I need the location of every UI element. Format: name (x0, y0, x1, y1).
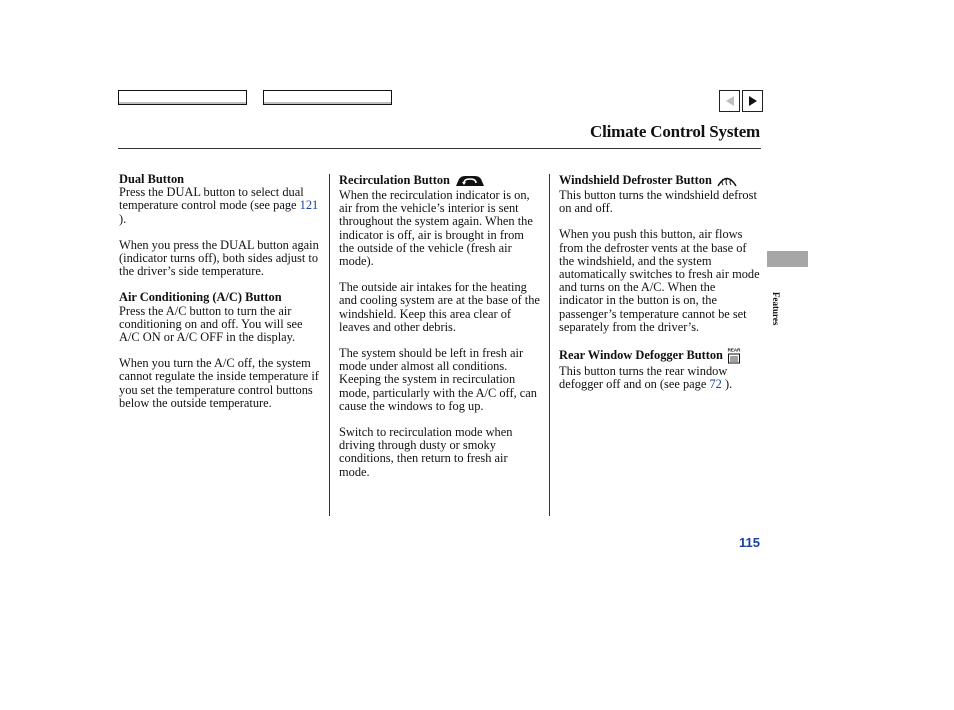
paragraph: When you push this button, air flows from the defroster vents at the base of the windshield, and the system automatically switches to fresh air mode and turns on the A/C. When the indicator in the button is on, the passenger’s temperature cannot be set separately from the driver’s. (559, 227, 760, 334)
page-link-72[interactable]: 72 (709, 377, 722, 392)
recirculation-icon (454, 173, 486, 189)
paragraph: Press the A/C button to turn the air conditioning on and off. You will see A/C ON or A/C OFF in the display. (119, 303, 303, 345)
section-tab[interactable] (767, 251, 808, 267)
page-title: Climate Control System (590, 122, 760, 141)
paragraph: The outside air intakes for the heating and cooling system are at the base of the windshield. Keep this area clear of leaves and other debris. (339, 280, 540, 334)
svg-text:REAR: REAR (727, 347, 741, 353)
section-heading-defroster: Windshield Defroster Button (559, 173, 760, 189)
section-heading-rear-defogger: Rear Window Defogger Button REAR (559, 347, 760, 365)
section-heading-recirculation: Recirculation Button (339, 173, 540, 189)
triangle-left-icon (725, 95, 735, 107)
title-divider (118, 148, 761, 149)
section-label: Features (771, 292, 781, 326)
paragraph: When you press the DUAL button again (indicator turns off), both sides adjust to the driver’s side temperature. (119, 237, 319, 279)
column-divider (329, 174, 330, 516)
triangle-right-icon (748, 95, 758, 107)
page-number: 115 (739, 535, 760, 550)
column-divider (549, 174, 550, 516)
previous-page-button[interactable] (719, 90, 740, 112)
paragraph: When you turn the A/C off, the system cannot regulate the inside temperature if you set the temperature control buttons below the outside temperature. (119, 356, 319, 410)
paragraph: This button turns the rear window defogger off and on (see page 72 ). (559, 364, 733, 392)
section-heading-dual: Dual Button (119, 172, 185, 186)
nav-tab-1[interactable] (118, 90, 247, 105)
page-link-121[interactable]: 121 (299, 198, 319, 213)
column-right (559, 173, 760, 404)
column-middle (339, 173, 540, 492)
column-left (119, 173, 320, 423)
windshield-defroster-icon (716, 173, 738, 189)
rear-defogger-icon (727, 347, 741, 365)
paragraph: Press the DUAL button to select dual temperature control mode (see page 121 ). (119, 185, 319, 226)
paragraph: This button turns the windshield defrost on and off. (559, 188, 757, 216)
paragraph: Switch to recirculation mode when driving through dusty or smoky conditions, then return to fresh air mode. (339, 425, 513, 479)
section-heading-ac: Air Conditioning (A/C) Button (119, 290, 282, 305)
paragraph: The system should be left in fresh air mode under almost all conditions. Keeping the system in recirculation mode, particularly with the A/C off, can cause the windows to fog up. (339, 346, 537, 413)
next-page-button[interactable] (742, 90, 763, 112)
nav-tab-2[interactable] (263, 90, 392, 105)
paragraph: When the recirculation indicator is on, air from the vehicle’s interior is sent throughout the system again. When the indicator is off, air is brought in from the outside of the vehicle (fresh air mode). (339, 188, 533, 269)
